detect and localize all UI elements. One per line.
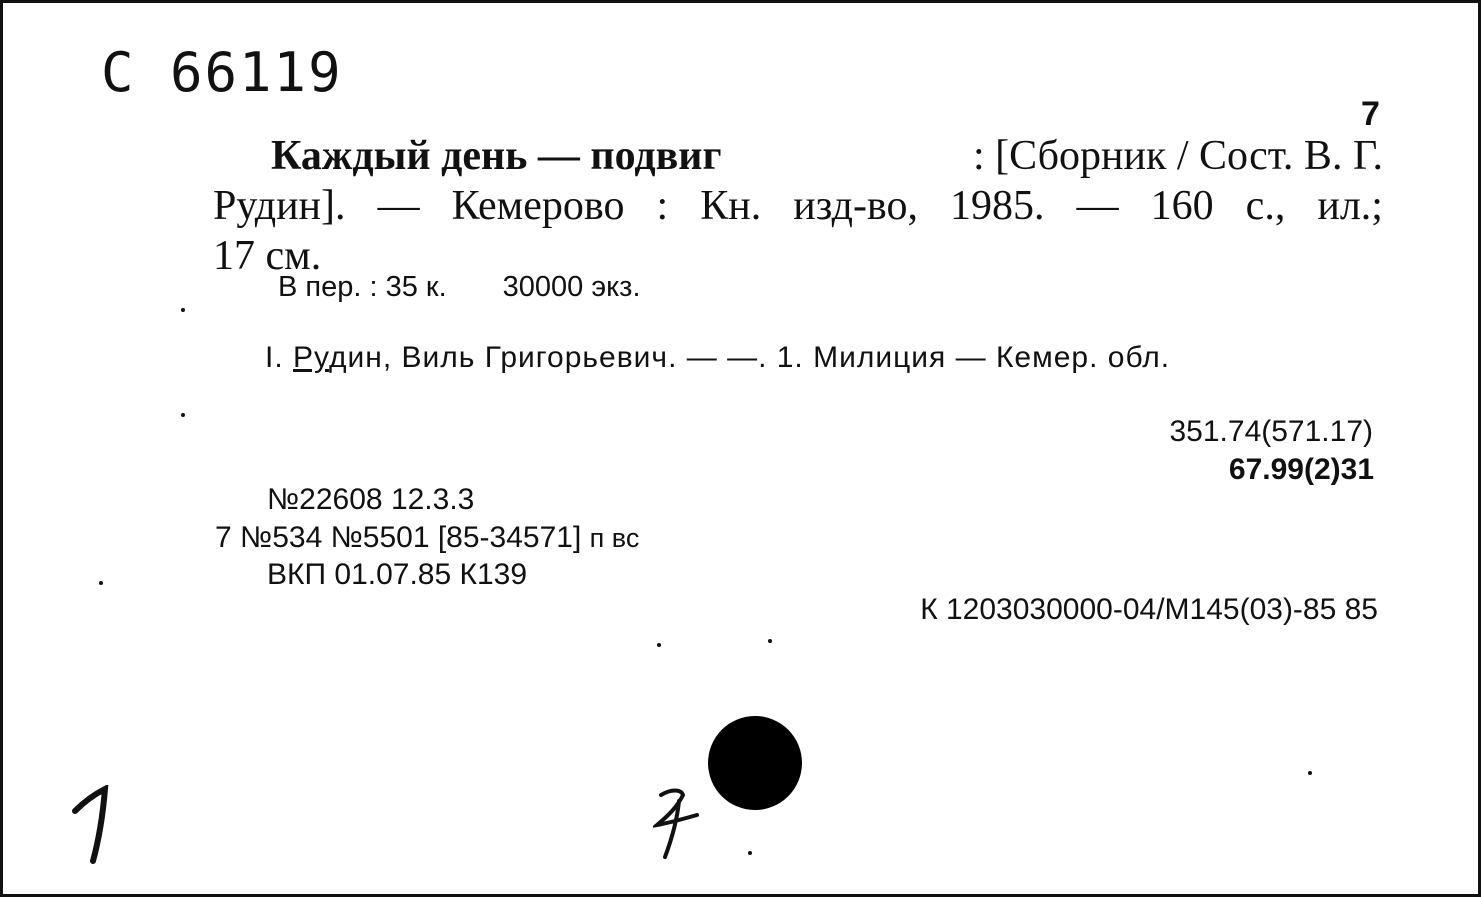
publisher-code: К 1203030000-04/М145(03)-85 85 xyxy=(920,593,1378,626)
price-line xyxy=(278,271,641,304)
speck xyxy=(1308,771,1312,775)
speck xyxy=(181,413,185,417)
speck xyxy=(99,581,103,585)
title-line-2-word: — xyxy=(1076,183,1119,229)
tracing-rest: дин, Виль Григорьевич. — —. 1. Милиция — Кемер. обл. xyxy=(329,341,1171,374)
title-line-2-word: 160 xyxy=(1150,183,1214,229)
title-line-2-word: — xyxy=(377,183,420,229)
title-line-2 xyxy=(213,181,1383,231)
tracing-marked-text: Ру xyxy=(293,341,330,374)
technical-line-2 xyxy=(215,521,639,555)
call-number: С 66119 xyxy=(101,41,343,104)
title-line-1 xyxy=(213,131,1383,181)
bibliographic-description xyxy=(213,131,1383,281)
title-line-2-word: : xyxy=(656,183,669,229)
title-line-3: 17 см. xyxy=(213,233,322,279)
punch-hole xyxy=(708,716,802,810)
price: В пер. : 35 к. xyxy=(278,271,447,303)
corner-number: 7 xyxy=(1361,95,1380,133)
technical-line-2-suffix: п вс xyxy=(589,523,640,553)
title-statement: : [Сборник / Сост. В. Г. xyxy=(972,133,1383,179)
title-line-2-word: ил.; xyxy=(1317,183,1383,229)
print-run: 30000 экз. xyxy=(502,271,641,303)
title-line-2-word: с., xyxy=(1245,183,1286,229)
tracing-line xyxy=(265,341,1170,375)
tracing-prefix: I. xyxy=(265,341,294,374)
title-line-2-word: Кемерово xyxy=(451,183,625,229)
classification-index-1: 351.74(571.17) xyxy=(1169,415,1373,448)
classification-index-2: 67.99(2)31 xyxy=(1228,453,1374,486)
speck xyxy=(768,639,772,643)
technical-line-2-main: 7 №534 №5501 [85-34571] xyxy=(215,521,582,554)
technical-line-3: ВКП 01.07.85 К139 xyxy=(267,558,528,591)
title-line-2-word: 1985. xyxy=(950,183,1045,229)
handwritten-number-left xyxy=(69,785,117,870)
speck xyxy=(657,643,661,647)
title-line-2-word: изд-во, xyxy=(793,183,918,229)
speck xyxy=(748,851,752,855)
technical-line-1: №22608 12.3.3 xyxy=(267,483,475,516)
title-line-2-word: Кн. xyxy=(700,183,762,229)
book-title: Каждый день — подвиг xyxy=(271,133,722,179)
title-line-2-word: Рудин]. xyxy=(213,183,346,229)
handwritten-number-center xyxy=(653,785,703,866)
speck xyxy=(181,308,185,312)
